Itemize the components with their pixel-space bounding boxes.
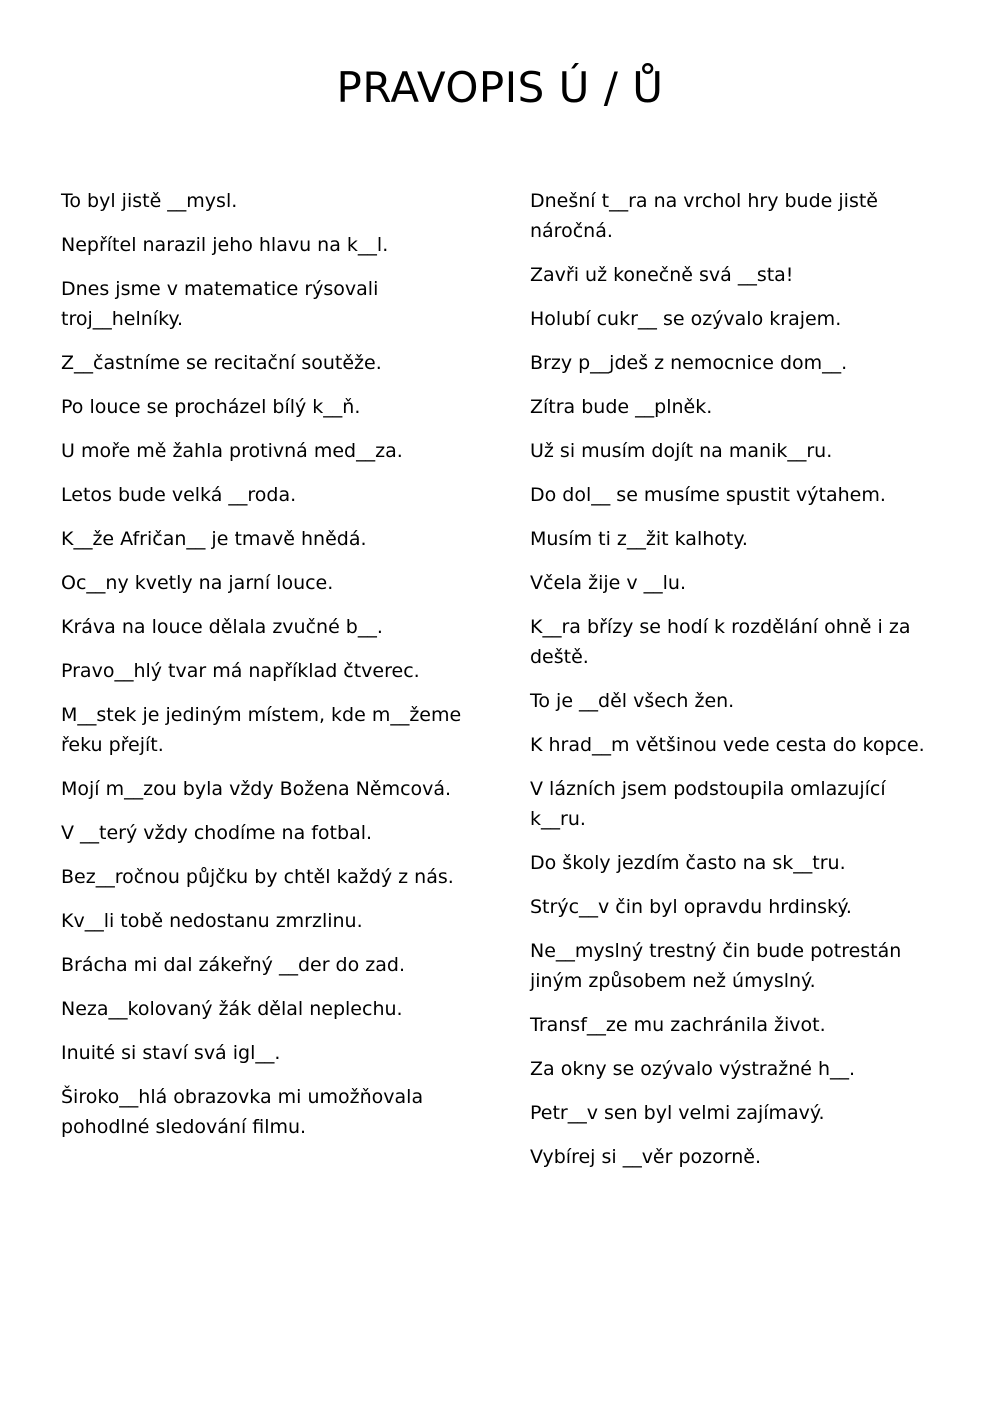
sentence-left-20: Široko__hlá obrazovka mi umožňovala pohodlné sledování filmu.: [61, 1086, 424, 1138]
sentence-left-10: Kráva na louce dělala zvučné b__.: [61, 616, 383, 638]
sentence-right-18: Za okny se ozývalo výstražné h__.: [530, 1058, 856, 1080]
sentence-right-10: K__ra břízy se hodí k rozdělání ohně i za deště.: [530, 616, 911, 668]
sentence-left-11: Pravo__hlý tvar má například čtverec.: [61, 660, 420, 682]
sentence-left-18: Neza__kolovaný žák dělal neplechu.: [61, 998, 403, 1020]
sentence-left-19: Inuité si staví svá igl__.: [61, 1042, 281, 1064]
sentence-right-1: Dnešní t__ra na vrchol hry bude jistě náročná.: [530, 190, 878, 242]
sentence-left-5: Po louce se procházel bílý k__ň.: [61, 396, 361, 418]
sentence-left-7: Letos bude velká __roda.: [61, 484, 297, 506]
sentence-right-20: Vybírej si __věr pozorně.: [530, 1146, 762, 1168]
sentence-left-16: Kv__li tobě nedostanu zmrzlinu.: [61, 910, 363, 932]
sentence-right-17: Transf__ze mu zachránila život.: [530, 1014, 826, 1036]
sentence-right-15: Strýc__v čin byl opravdu hrdinský.: [530, 896, 852, 918]
page-title: PRAVOPIS Ú / Ů: [336, 63, 664, 112]
sentence-left-3: Dnes jsme v matematice rýsovali troj__helníky.: [61, 278, 379, 330]
sentence-right-14: Do školy jezdím často na sk__tru.: [530, 852, 846, 874]
sentence-left-17: Brácha mi dal zákeřný __der do zad.: [61, 954, 405, 976]
sentence-right-16: Ne__myslný trestný čin bude potrestán jiným způsobem než úmyslný.: [530, 940, 902, 992]
sentence-right-11: To je __děl všech žen.: [530, 690, 735, 712]
sentence-left-6: U moře mě žahla protivná med__za.: [61, 440, 403, 462]
sentence-right-6: Už si musím dojít na manik__ru.: [530, 440, 833, 462]
sentence-right-7: Do dol__ se musíme spustit výtahem.: [530, 484, 886, 506]
sentence-left-9: Oc__ny kvetly na jarní louce.: [61, 572, 334, 594]
sentence-left-1: To byl jistě __mysl.: [61, 190, 238, 212]
sentence-right-8: Musím ti z__žit kalhoty.: [530, 528, 748, 550]
sentence-left-2: Nepřítel narazil jeho hlavu na k__l.: [61, 234, 389, 256]
sentence-right-9: Včela žije v __lu.: [530, 572, 686, 594]
sentence-left-13: Mojí m__zou byla vždy Božena Němcová.: [61, 778, 452, 800]
sentence-left-4: Z__častníme se recitační soutěže.: [61, 352, 382, 374]
sentence-right-19: Petr__v sen byl velmi zajímavý.: [530, 1102, 825, 1124]
sentence-left-15: Bez__ročnou půjčku by chtěl každý z nás.: [61, 866, 454, 888]
sentence-right-3: Holubí cukr__ se ozývalo krajem.: [530, 308, 842, 330]
left-column: [61, 186, 481, 1156]
sentence-left-12: M__stek je jediným místem, kde m__žeme řeku přejít.: [61, 704, 462, 756]
sentence-right-13: V lázních jsem podstoupila omlazující k__ru.: [530, 778, 886, 830]
sentence-right-4: Brzy p__jdeš z nemocnice dom__.: [530, 352, 848, 374]
sentence-right-5: Zítra bude __plněk.: [530, 396, 713, 418]
sentence-right-12: K hrad__m většinou vede cesta do kopce.: [530, 734, 925, 756]
sentence-left-14: V __terý vždy chodíme na fotbal.: [61, 822, 373, 844]
sentence-right-2: Zavři už konečně svá __sta!: [530, 264, 794, 286]
right-column: [530, 186, 930, 1186]
sentence-left-8: K__že Afričan__ je tmavě hnědá.: [61, 528, 367, 550]
